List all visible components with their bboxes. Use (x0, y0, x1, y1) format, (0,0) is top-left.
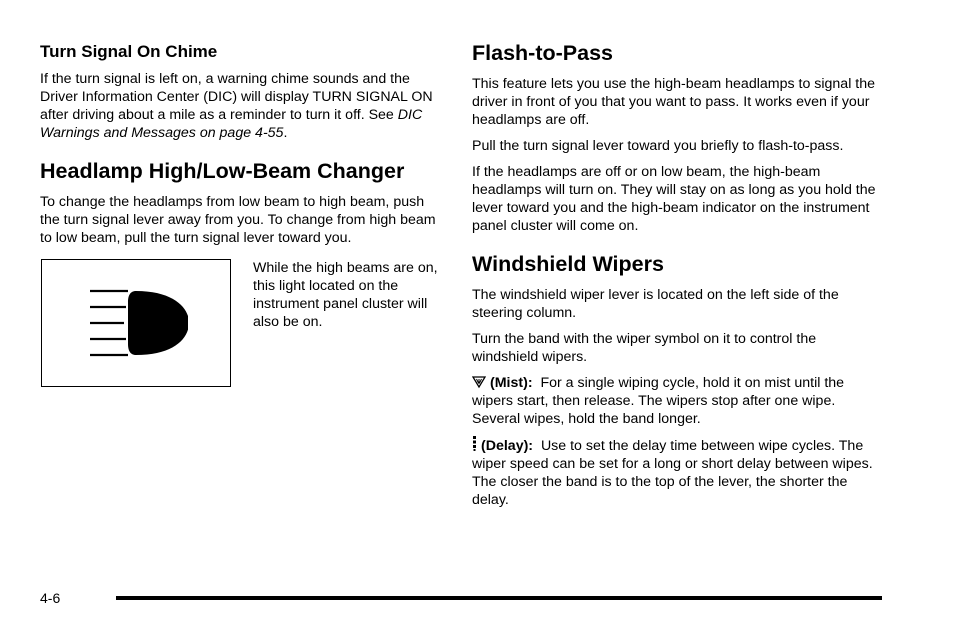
delay-paragraph (472, 436, 882, 509)
dic-reference-link[interactable]: DIC Warnings and Messages on page 4-55 (40, 107, 423, 141)
windshield-wipers-heading: Windshield Wipers (472, 252, 664, 276)
chime-text: If the turn signal is left on, a warning chime sounds and the Driver Information Center (DIC) will display TURN SIGNAL ON after driving about a mile as a reminder to turn it off. See (40, 71, 433, 123)
flash-paragraph-3: If the headlamps are off or on low beam, the high-beam headlamps will turn on. They will stay on as long as you hold the lever toward you and the high-beam indicator on the instrument panel cluster will come on. (472, 164, 876, 234)
high-beam-indicator-icon (86, 288, 188, 358)
turn-signal-chime-paragraph (40, 70, 440, 142)
flash-paragraph-1: This feature lets you use the high-beam headlamps to signal the driver in front of you that you want to pass. It works even if your headlamps are off. (472, 76, 876, 128)
delay-icon (472, 436, 477, 452)
indicator-description: While the high beams are on, this light located on the instrument panel cluster will also be on. (253, 260, 438, 330)
mist-label: (Mist): (490, 375, 533, 391)
mist-paragraph (472, 374, 882, 428)
indicator-image-box (41, 259, 231, 387)
indicator-figure (40, 259, 440, 399)
left-column (40, 40, 440, 399)
chime-text-end: . (283, 125, 288, 141)
beam-changer-paragraph: To change the headlamps from low beam to high beam, push the turn signal lever away from you. To change from high beam to low beam, pull the turn signal lever toward you. (40, 194, 436, 246)
delay-label: (Delay): (481, 438, 534, 454)
mist-text: For a single wiping cycle, hold it on mist until the wipers start, then release. The wipers stop after one wipe. Several wipes, hold the band longer. (472, 375, 845, 427)
page-number: 4-6 (40, 590, 61, 606)
flash-to-pass-heading: Flash-to-Pass (472, 41, 613, 65)
wipers-paragraph-1: The windshield wiper lever is located on the left side of the steering column. (472, 287, 839, 321)
beam-changer-heading: Headlamp High/Low-Beam Changer (40, 159, 405, 183)
mist-icon (472, 375, 486, 389)
turn-signal-chime-heading: Turn Signal On Chime (40, 42, 218, 61)
delay-text: Use to set the delay time between wipe cycles. The wiper speed can be set for a long or short delay between wipes. The closer the band is to the top of the lever, the shorter the delay. (472, 438, 873, 508)
wipers-paragraph-2: Turn the band with the wiper symbol on it to control the windshield wipers. (472, 331, 817, 365)
flash-paragraph-2: Pull the turn signal lever toward you briefly to flash-to-pass. (472, 138, 844, 154)
footer-divider (116, 596, 882, 600)
right-column (472, 40, 882, 517)
